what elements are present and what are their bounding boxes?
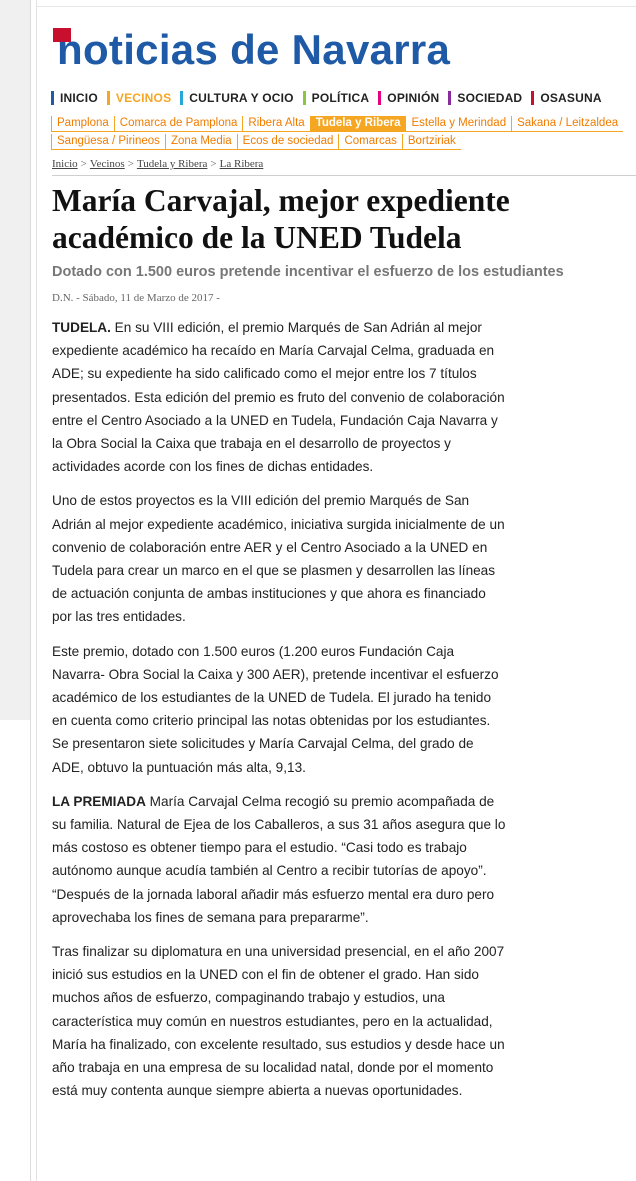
sub-nav-item[interactable]: Zona Media xyxy=(165,134,237,150)
breadcrumb-divider xyxy=(52,175,636,176)
sub-nav-item[interactable]: Sakana / Leitzaldea xyxy=(511,116,623,132)
paragraph-lead: LA PREMIADA xyxy=(52,793,146,809)
paragraph-text: Este premio, dotado con 1.500 euros (1.200 euros Fundación Caja Navarra- Obra Social la Caixa y 300 AER), pretende incentivar el esfuerzo académico de los estudiantes de la UNED de Tudela. El jurado ha tenido en cuenta como criterio principal las notas obtenidas por los estudiantes. Se presentaron siete solicitudes y María Carvajal Celma, del grado de ADE, obtuvo la puntuación más alta, 9,13. xyxy=(52,643,499,775)
breadcrumb xyxy=(52,158,636,172)
main-nav-item-inicio[interactable]: INICIO xyxy=(51,91,98,105)
sub-nav-item[interactable]: Ribera Alta xyxy=(242,116,309,132)
sub-nav-item[interactable]: Tudela y Ribera xyxy=(310,116,406,132)
main-nav-item-osasuna[interactable]: OSASUNA xyxy=(531,91,601,105)
breadcrumb-link[interactable]: Tudela y Ribera xyxy=(136,158,208,170)
article-paragraph xyxy=(52,790,507,929)
paragraph-text: María Carvajal Celma recogió su premio acompañada de su familia. Natural de Ejea de los Caballeros, a sus 31 años asegura que lo más costoso es obtener tiempo para el estudio. “Casi todo es trabajo autónomo aunque acudía también al Centro a recibir tutorías de apoyo”. “Después de la jornada laboral añadir más esfuerzo mental era duro pero aprovechaba los fines de semana para prepararme”. xyxy=(52,793,506,925)
paragraph-text: Uno de estos proyectos es la VIII edición del premio Marqués de San Adrián al mejor expediente académico, iniciativa surgida inicialmente de un convenio de colaboración entre AER y el Centro Asociado a la UNED en Tudela para crear un marco en el que se plasmen y desarrollen las líneas de actuación conjunta de ambas instituciones y que ahora es financiado por las tres entidades. xyxy=(52,493,505,625)
main-nav-item-opinión[interactable]: OPINIÓN xyxy=(378,91,439,105)
article-body xyxy=(52,316,507,1114)
sub-nav-item[interactable]: Comarcas xyxy=(338,134,401,150)
main-nav-item-cultura-y-ocio[interactable]: CULTURA Y OCIO xyxy=(180,91,293,105)
breadcrumb-separator: > xyxy=(210,158,217,170)
breadcrumb-link[interactable]: Inicio xyxy=(52,158,78,170)
sub-nav xyxy=(51,116,636,152)
sub-nav-row-2 xyxy=(51,134,636,152)
paragraph-text: Tras finalizar su diplomatura en una universidad presencial, en el año 2007 inició sus estudios en la UNED con el fin de obtener el grado. Han sido muchos años de esfuerzo, compaginando trabajo y estudios, una característica muy común en nuestros estudiantes, pero en la actualidad, María ha finalizado, con excelente resultado, sus estudios y desde hace un año trabaja en una empresa de su localidad natal, donde por el momento está muy contenta aunque siempre abierta a nuevas oportunidades. xyxy=(52,944,505,1099)
left-gutter-lower xyxy=(0,720,31,1181)
paragraph-text: En su VIII edición, el premio Marqués de San Adrián al mejor expediente académico ha recaído en María Carvajal Celma, graduada en ADE; su expediente ha sido calificado como el mejor entre los 7 títulos presentados. Esta edición del premio es fruto del convenio de colaboración entre el Centro Asociado a la UNED en Tudela, Fundación Caja Navarra y la Obra Social la Caixa que trabaja en el desarrollo de proyectos y actividades acorde con los fines de dichas entidades. xyxy=(52,320,505,475)
breadcrumb-link[interactable]: Vecinos xyxy=(89,158,125,170)
breadcrumb-separator: > xyxy=(80,158,87,170)
breadcrumb-separator: > xyxy=(127,158,134,170)
sub-nav-item[interactable]: Bortziriak xyxy=(402,134,461,150)
article-paragraph xyxy=(52,940,507,1102)
article-paragraph xyxy=(52,640,507,779)
sub-nav-item[interactable]: Comarca de Pamplona xyxy=(114,116,243,132)
article-subtitle: Dotado con 1.500 euros pretende incentivar el esfuerzo de los estudiantes xyxy=(52,264,564,280)
left-gutter xyxy=(0,0,31,720)
sub-nav-item[interactable]: Estella y Merindad xyxy=(405,116,511,132)
sub-nav-item[interactable]: Ecos de sociedad xyxy=(237,134,339,150)
article-paragraph xyxy=(52,316,507,478)
article-title: María Carvajal, mejor expediente académico de la UNED Tudela xyxy=(52,183,510,255)
paragraph-lead: TUDELA. xyxy=(52,320,111,335)
main-nav-item-sociedad[interactable]: SOCIEDAD xyxy=(448,91,522,105)
main-nav xyxy=(51,91,636,109)
article-paragraph xyxy=(52,489,507,628)
sub-nav-item[interactable]: Pamplona xyxy=(51,116,114,132)
sub-nav-row-1 xyxy=(51,116,636,134)
breadcrumb-link[interactable]: La Ribera xyxy=(219,158,264,170)
main-nav-item-política[interactable]: POLÍTICA xyxy=(303,91,370,105)
top-divider xyxy=(36,6,636,7)
main-nav-item-vecinos[interactable]: VECINOS xyxy=(107,91,171,105)
article-byline: D.N. - Sábado, 11 de Marzo de 2017 - xyxy=(52,292,220,304)
sub-nav-item[interactable]: Sangüesa / Pirineos xyxy=(51,134,165,150)
logo-text: noticias de Navarra xyxy=(57,26,451,73)
